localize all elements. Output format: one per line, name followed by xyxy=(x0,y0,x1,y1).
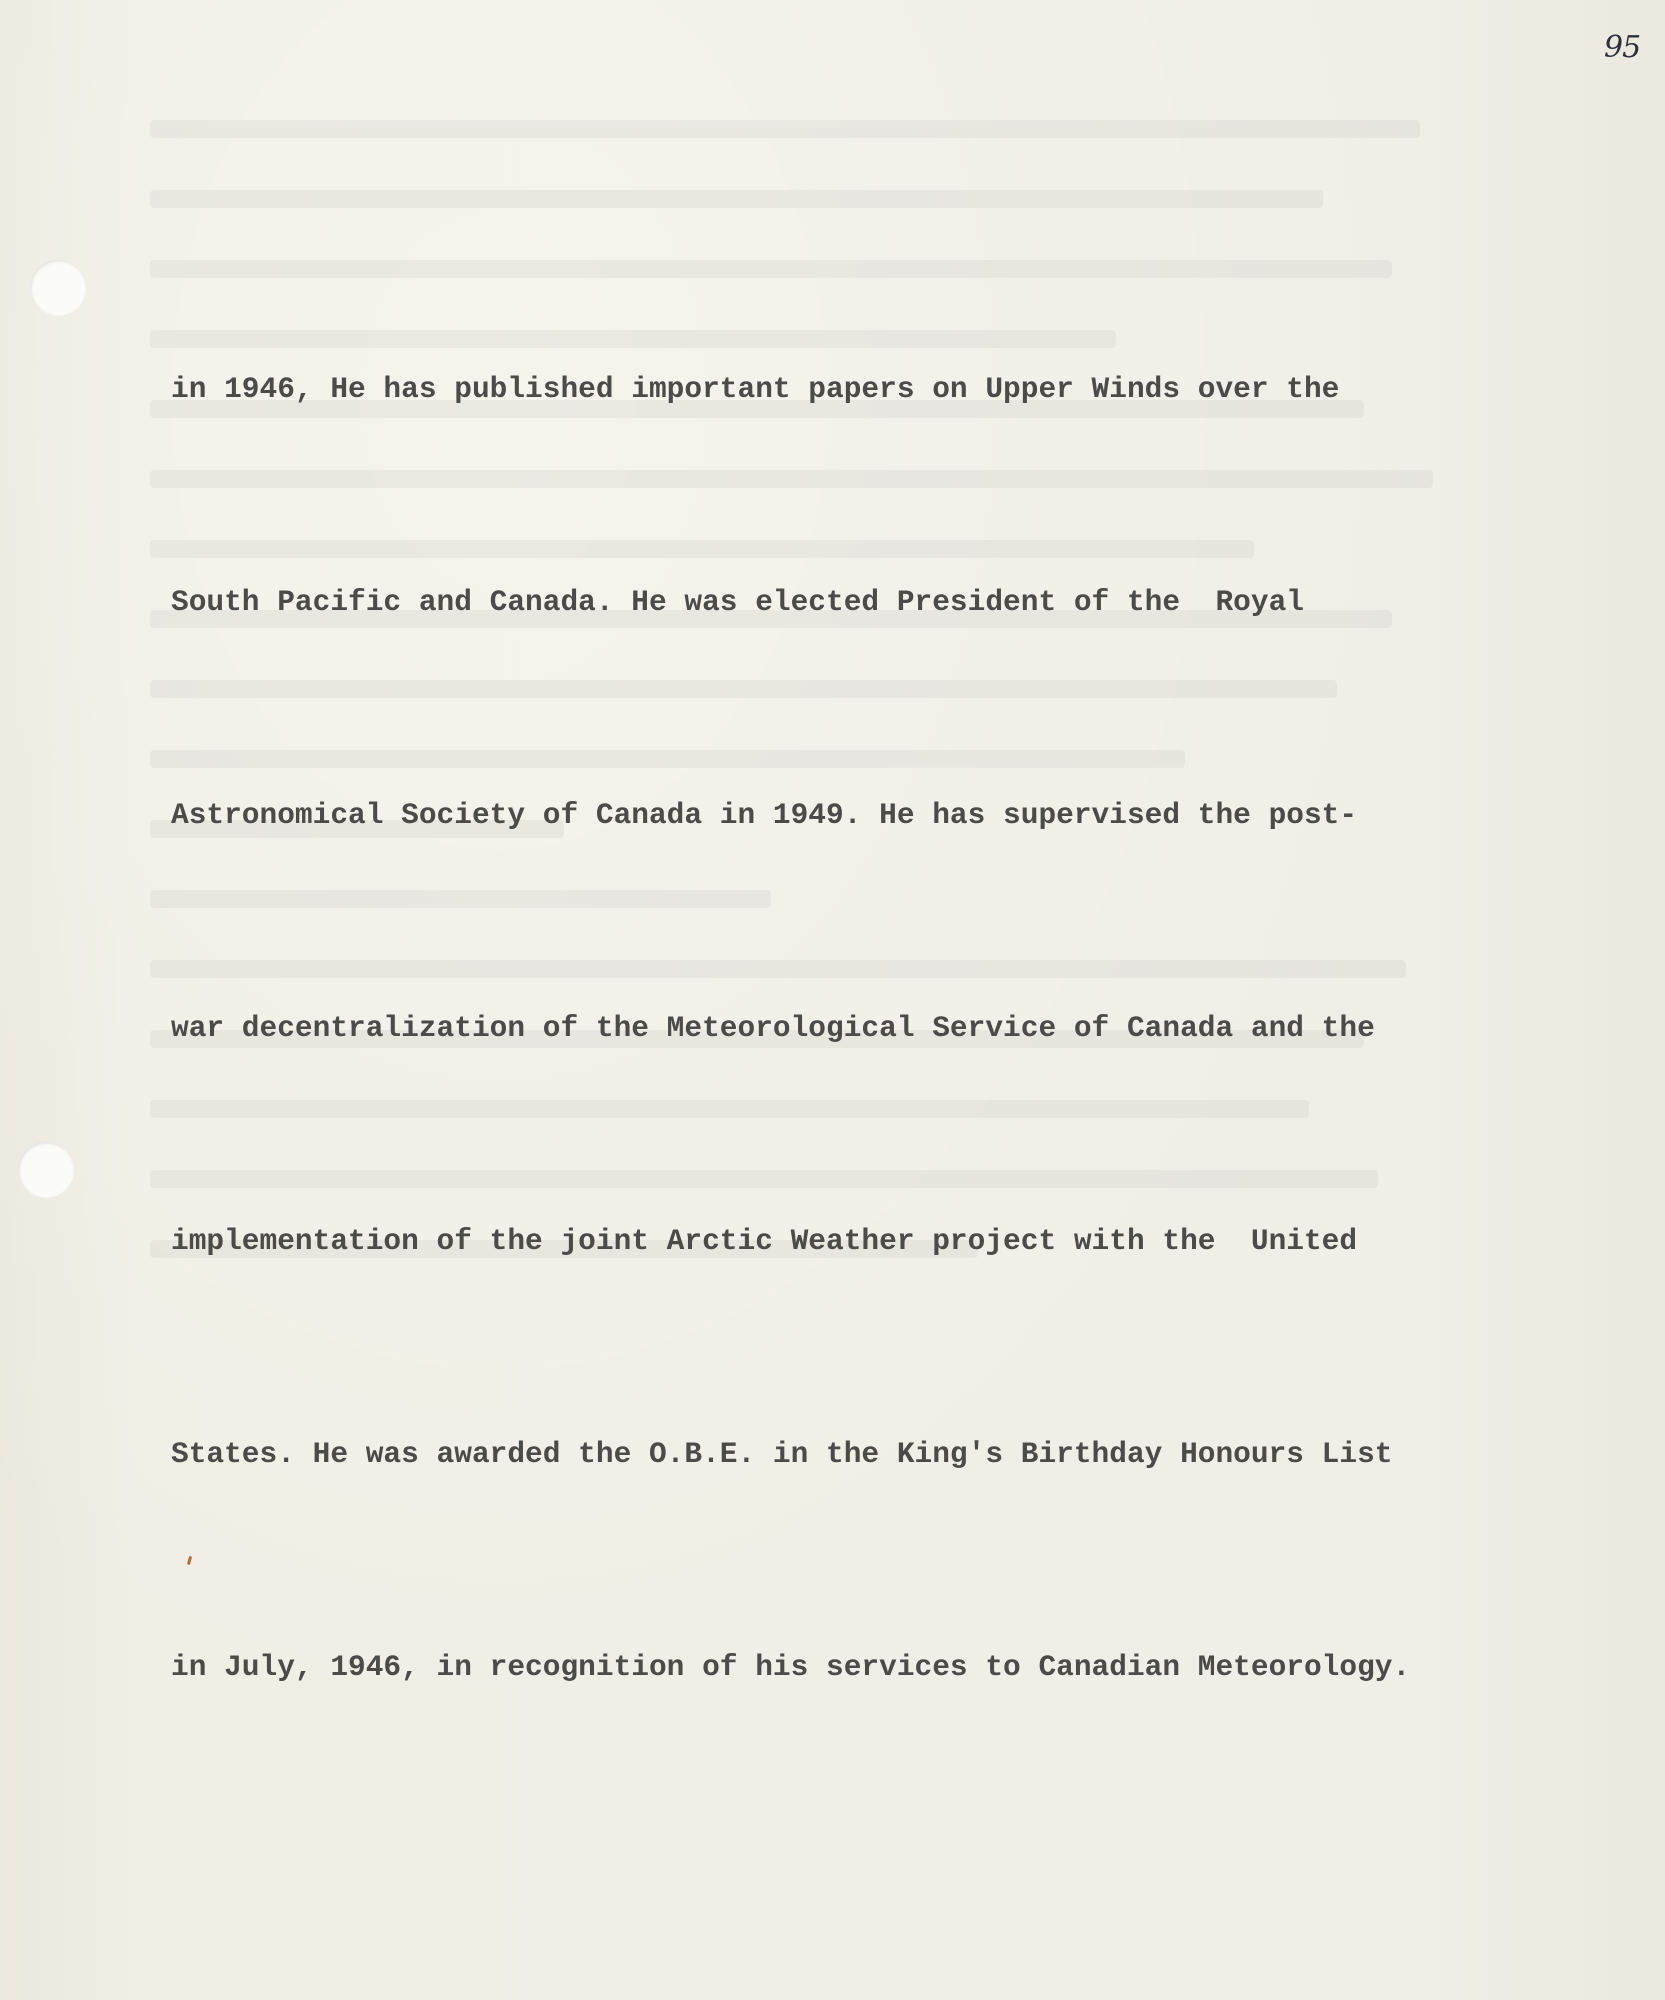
text-line: Astronomical Society of Canada in 1949. He has supervised the post- xyxy=(171,798,1358,832)
handwritten-page-number: 95 xyxy=(1604,30,1641,65)
text-line: South Pacific and Canada. He was elected President of the Royal xyxy=(171,585,1304,619)
text-line: in 1946, He has published important papers on Upper Winds over the xyxy=(171,372,1340,406)
text-line: States. He was awarded the O.B.E. in the King's Birthday Honours List xyxy=(171,1437,1393,1471)
text-line: implementation of the joint Arctic Weather project with the United xyxy=(171,1224,1358,1258)
punch-hole xyxy=(30,260,86,316)
text-line: in July, 1946, in recognition of his services to Canadian Meteorology. xyxy=(171,1650,1411,1684)
typed-body-text xyxy=(171,212,1471,1845)
punch-hole xyxy=(18,1142,74,1198)
text-line: war decentralization of the Meteorological Service of Canada and the xyxy=(171,1011,1375,1045)
